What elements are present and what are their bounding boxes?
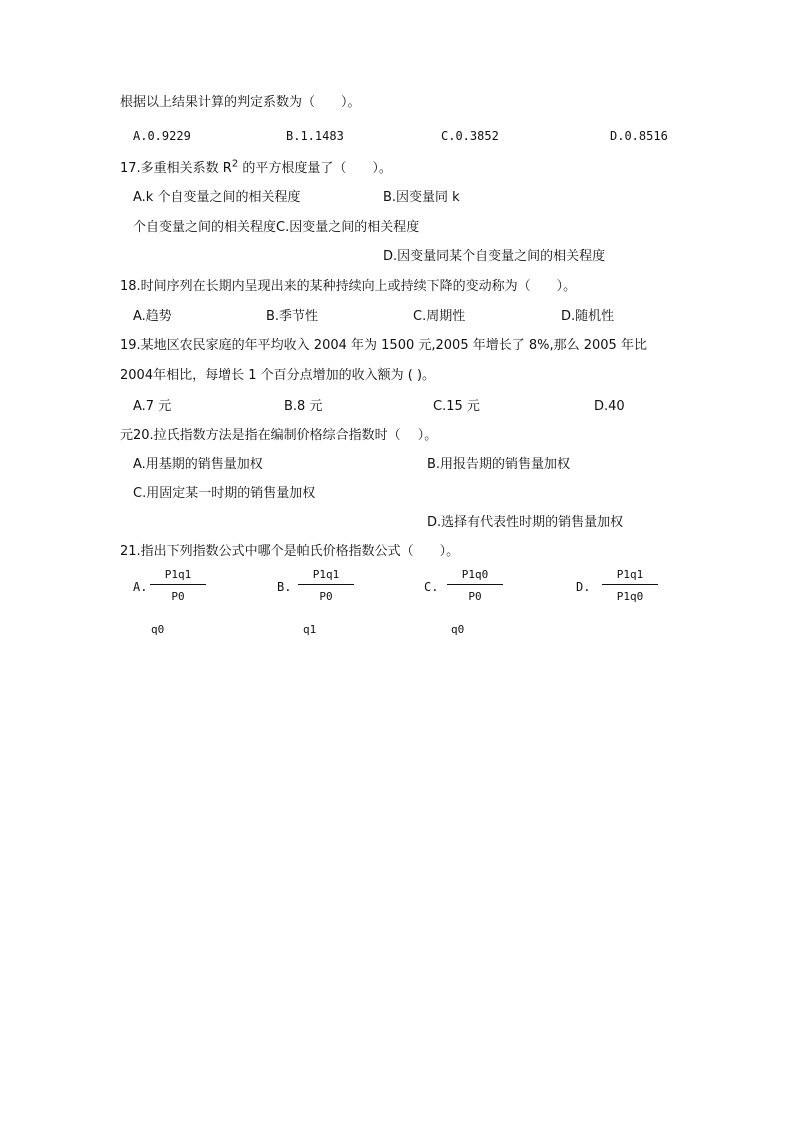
q21-formula-c-numerator: P1q0	[447, 568, 503, 585]
q17-superscript: 2	[231, 158, 239, 170]
q16-option-c: C.0.3852	[441, 129, 499, 143]
q19-option-a: A.7 元	[133, 399, 172, 414]
q16-option-b: B.1.1483	[286, 129, 344, 143]
q18-option-a: A.趋势	[133, 309, 172, 324]
q19-option-d: D.40	[594, 399, 625, 414]
q21-formula-a-numerator: P1q1	[150, 568, 206, 585]
q19-option-b: B.8 元	[284, 399, 323, 414]
q19-stem-line2: 2004年相比，每增长 1 个百分点增加的收入额为 ( )。	[120, 368, 436, 383]
q21-formula-b-denominator: P0	[319, 590, 333, 603]
q16-option-d: D.0.8516	[610, 129, 668, 143]
q17-option-a: A.k 个自变量之间的相关程度	[133, 190, 301, 205]
q18-stem: 18.时间序列在长期内呈现出来的某种持续向上或持续下降的变动称为（ ）。	[120, 279, 577, 294]
q16-stem: 根据以上结果计算的判定系数为（ ）。	[120, 95, 361, 110]
q19-stem-line1: 19.某地区农民家庭的年平均收入 2004 年为 1500 元,2005 年增长了 8%,那么 2005 年比	[120, 338, 647, 353]
q21-formula-c-fraction	[447, 568, 503, 603]
q21-formula-a-subscript: q0	[151, 623, 165, 636]
q21-formula-a-label: A.	[133, 580, 148, 594]
q21-formula-b-fraction	[298, 568, 354, 603]
q21-formula-b-numerator: P1q1	[298, 568, 354, 585]
q17-option-b: B.因变量同 k	[383, 190, 460, 205]
q17-option-continuation: 个自变量之间的相关程度C.因变量之间的相关程度	[133, 220, 420, 235]
q18-option-b: B.季节性	[266, 309, 319, 324]
q19-option-c: C.15 元	[433, 399, 480, 414]
q21-formula-b-subscript: q1	[303, 623, 317, 636]
q16-option-a: A.0.9229	[133, 129, 191, 143]
q20-stem: 元20.拉氏指数方法是指在编制价格综合指数时（ ）。	[120, 428, 438, 443]
q21-formula-a-denominator: P0	[171, 590, 185, 603]
q21-formula-d-fraction	[602, 568, 658, 603]
q18-option-c: C.周期性	[413, 309, 466, 324]
q21-formula-c-label: C.	[424, 580, 439, 594]
q17-stem: 17.多重相关系数 $R^2$ 的平方根度量了（ ）。	[120, 158, 392, 176]
q17-option-d: D.因变量同某个自变量之间的相关程度	[383, 249, 606, 264]
q21-formula-c-denominator: P0	[468, 590, 482, 603]
q21-formula-d-numerator: P1q1	[602, 568, 658, 585]
q20-option-a: A.用基期的销售量加权	[133, 457, 263, 472]
q21-formula-a-fraction	[150, 568, 206, 603]
q20-option-d: D.选择有代表性时期的销售量加权	[427, 515, 624, 530]
q21-formula-d-label: D.	[576, 580, 591, 594]
q18-option-d: D.随机性	[561, 309, 615, 324]
q21-formula-b-label: B.	[277, 580, 292, 594]
q21-stem: 21.指出下列指数公式中哪个是帕氏价格指数公式（ ）。	[120, 544, 460, 559]
q20-option-b: B.用报告期的销售量加权	[427, 457, 571, 472]
q21-formula-d-denominator: P1q0	[616, 590, 644, 603]
q21-formula-c-subscript: q0	[451, 623, 465, 636]
q20-option-c: C.用固定某一时期的销售量加权	[133, 486, 316, 501]
